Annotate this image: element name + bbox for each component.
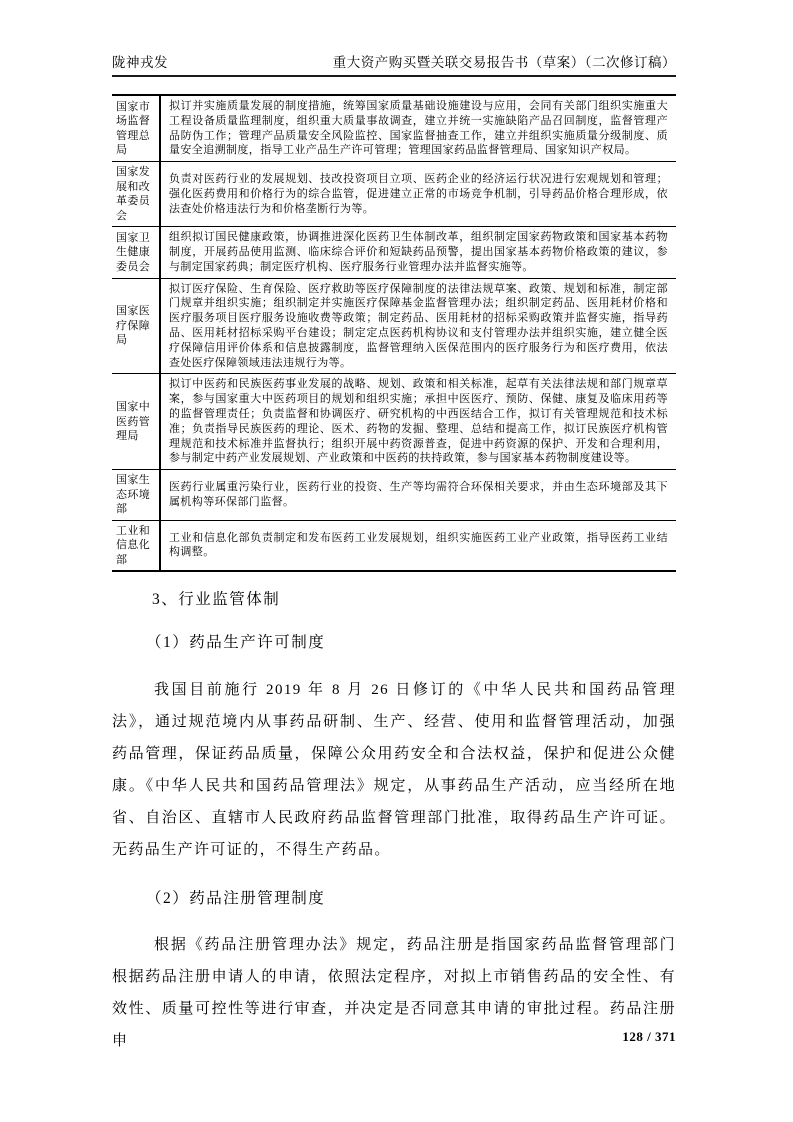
table-row	[112, 162, 676, 227]
table-row	[112, 227, 676, 278]
table-row	[112, 470, 676, 521]
agency-name-cell: 工业和信息化部	[112, 520, 160, 571]
header-company-name: 陇神戎发	[112, 55, 168, 70]
running-header	[112, 0, 676, 77]
agency-duties-cell: 负责对医药行业的发展规划、技改投资项目立项、医药企业的经济运行状况进行宏观规划和管理；强化医药费用和价格行为的综合监管，促进建立正常的市场竞争机制，引导药品价格合理形成，依法查处价格违法行为和价格垄断行为等。	[160, 162, 676, 227]
agency-duties-cell: 组织拟订国民健康政策，协调推进深化医药卫生体制改革，组织制定国家药物政策和国家基本药物制度，开展药品使用监测、临床综合评价和短缺药品预警，提出国家基本药物价格政策的建议，参与制定国家药典；制定医疗机构、医疗服务行业管理办法并监督实施等。	[160, 227, 676, 278]
agency-name-cell: 国家中医药管理局	[112, 374, 160, 470]
section-heading: 3、行业监管体制	[152, 591, 281, 609]
page-content	[112, 0, 676, 1057]
sub-heading-license: （1）药品生产许可制度	[146, 634, 326, 652]
agency-duties-cell: 拟订并实施质量发展的制度措施，统筹国家质量基础设施建设与应用，会同有关部门组织实施重大工程设备质量监理制度，组织重大质量事故调查，建立并统一实施缺陷产品召回制度，监督管理产品防伪工作；管理产品质量安全风险监控、国家监督抽查工作，建立并组织实施质量分级制度、质量安全追溯制度，指导工业产品生产许可管理；管理国家药品监督管理局、国家知识产权局。	[160, 95, 676, 162]
agency-duties-cell: 拟订医疗保险、生育保险、医疗救助等医疗保障制度的法律法规草案、政策、规划和标准，制定部门规章并组织实施；组织制定并实施医疗保障基金监督管理办法；组织制定药品、医用耗材价格和医疗服务项目医疗服务设施收费等政策；制定药品、医用耗材的招标采购政策并监督实施，指导药品、医用耗材招标采购平台建设；制定定点医药机构协议和支付管理办法并组织实施，建立健全医疗保障信用评价体系和信息披露制度，监督管理纳入医保范围内的医疗服务行为和医疗费用，依法查处医疗保障领域违法违规行为等。	[160, 278, 676, 374]
agency-duties-cell: 拟订中医药和民族医药事业发展的战略、规划、政策和相关标准，起草有关法律法规和部门规章草案，参与国家重大中医药项目的规划和组织实施；承担中医医疗、预防、保健、康复及临床用药等的监督管理责任；负责监督和协调医疗、研究机构的中西医结合工作，拟订有关管理规范和技术标准；负责指导民族医药的理论、医术、药物的发掘、整理、总结和提高工作，拟订民族医疗机构管理规范和技术标准并监督执行；组织开展中药资源普查，促进中药资源的保护、开发和合理利用，参与制定中药产业发展规划、产业政策和中医药的扶持政策，参与国家基本药物制度建设等。	[160, 374, 676, 470]
sub-heading-registration: （2）药品注册管理制度	[146, 890, 326, 908]
agency-name-cell: 国家生态环境部	[112, 470, 160, 521]
agency-duties-cell: 工业和信息化部负责制定和发布医药工业发展规划，组织实施医药工业产业政策，指导医药工业结构调整。	[169, 531, 668, 559]
header-report-title: 重大资产购买暨关联交易报告书（草案）（二次修订稿）	[332, 55, 676, 70]
regulators-table	[112, 94, 676, 572]
agency-duties-cell: 医药行业属重污染行业，医药行业的投资、生产等均需符合环保相关要求，并由生态环境部及其下属机构等环保部门监督。	[160, 470, 676, 521]
agency-name-cell: 国家发展和改革委员会	[112, 162, 160, 227]
table-row	[112, 278, 676, 374]
paragraph-drug-registration: 根据《药品注册管理办法》规定，药品注册是指国家药品监督管理部门根据药品注册申请人的申请，依照法定程序，对拟上市销售药品的安全性、有效性、质量可控性等进行审查，并决定是否同意其申请的审批过程。药品注册申	[112, 937, 676, 1050]
table-row	[112, 95, 676, 162]
agency-name-cell: 国家卫生健康委员会	[112, 227, 160, 278]
agency-name-cell: 国家市场监督管理总局	[112, 95, 160, 162]
agency-name-cell: 国家医疗保障局	[112, 278, 160, 374]
paragraph-drug-law: 我国目前施行 2019 年 8 月 26 日修订的《中华人民共和国药品管理法》，通过规范境内从事药品研制、生产、经营、使用和监督管理活动，加强药品管理，保证药品质量，保障公众用药安全和合法权益，保护和促进公众健康。《中华人民共和国药品管理法》规定，从事药品生产活动，应当经所在地省、自治区、直辖市人民政府药品监督管理部门批准，取得药品生产许可证。无药品生产许可证的，不得生产药品。	[112, 682, 676, 859]
table-row	[112, 520, 676, 571]
page-number: 128 / 371	[622, 1029, 676, 1044]
table-row	[112, 374, 676, 470]
